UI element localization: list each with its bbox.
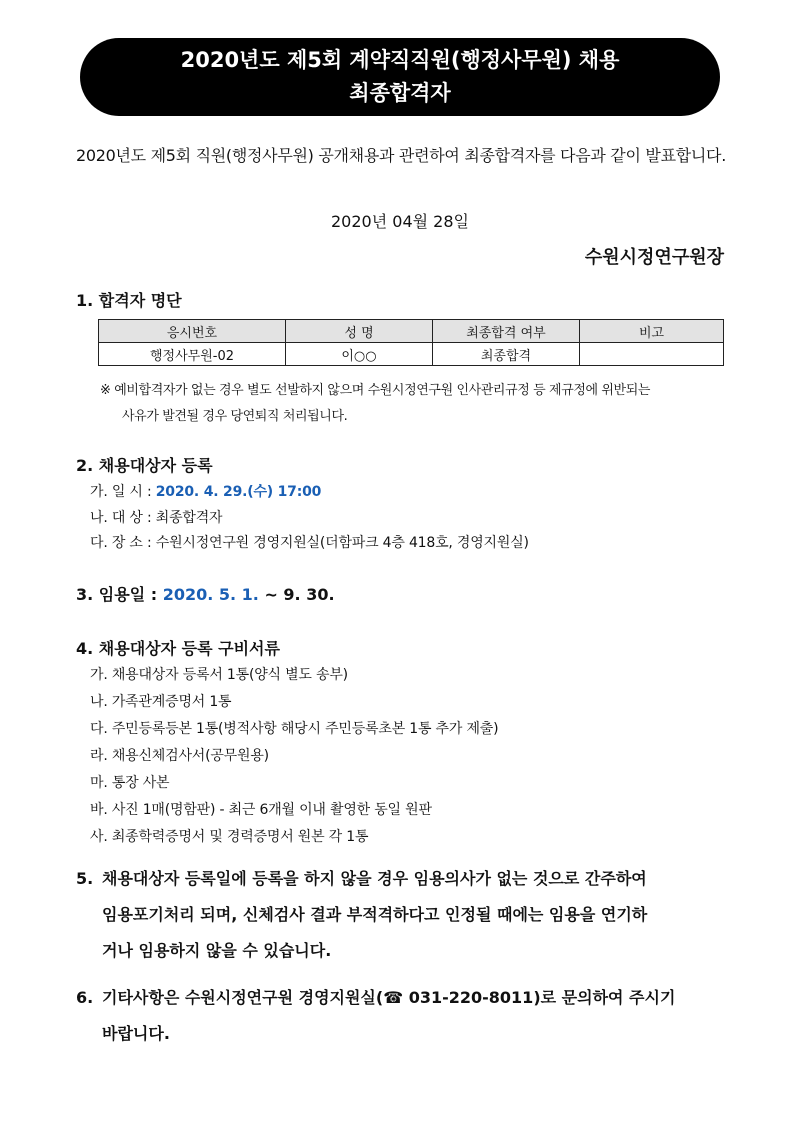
datetime-label: 가. 일 시 : <box>90 484 156 500</box>
section-5-line-1: 채용대상자 등록일에 등록을 하지 않을 경우 임용의사가 없는 것으로 간주하여 <box>102 869 647 888</box>
document-item-7: 사. 최종학력증명서 및 경력증명서 원본 각 1통 <box>90 829 369 845</box>
footnote-line-1: ※ 예비합격자가 없는 경우 별도 선발하지 않으며 수원시정연구원 인사관리규정 등 제규정에 위반되는 <box>100 383 651 398</box>
section-1-title: 1. 합격자 명단 <box>76 291 182 310</box>
document-item-1: 가. 채용대상자 등록서 1통(양식 별도 송부) <box>90 667 348 683</box>
section-6-paragraph <box>76 980 726 1052</box>
intro-paragraph: 2020년도 제5회 직원(행정사무원) 공개채용과 관련하여 최종합격자를 다음과 같이 발표합니다. <box>76 146 726 165</box>
section-4-title: 4. 채용대상자 등록 구비서류 <box>76 639 280 658</box>
header-applicant-no: 응시번호 <box>99 320 286 343</box>
cell-applicant-no: 행정사무원-02 <box>99 343 286 366</box>
section-6-number: 6. <box>76 988 94 1007</box>
roster-footnote <box>100 378 730 430</box>
document-item-5: 마. 통장 사본 <box>90 775 170 791</box>
table-row <box>99 343 724 366</box>
document-item-4: 라. 채용신체검사서(공무원용) <box>90 748 269 764</box>
issuer-signature: 수원시정연구원장 <box>584 247 724 268</box>
section-5-paragraph <box>76 861 726 969</box>
registration-target: 나. 대 상 : 최종합격자 <box>90 510 223 526</box>
period-start: 2020. 5. 1. <box>162 585 259 604</box>
cell-name: 이○○ <box>286 343 433 366</box>
datetime-value: 2020. 4. 29.(수) 17:00 <box>155 484 322 500</box>
document-item-3: 다. 주민등록등본 1통(병적사항 해당시 주민등록초본 1통 추가 제출) <box>90 721 499 737</box>
cell-remarks <box>580 343 724 366</box>
registration-datetime <box>90 481 321 501</box>
roster-table <box>98 319 724 366</box>
section-6-line-1: 기타사항은 수원시정연구원 경영지원실(☎ 031-220-8011)로 문의하여 주시기 <box>102 988 676 1007</box>
period-end: ~ 9. 30. <box>258 585 335 604</box>
header-result: 최종합격 여부 <box>433 320 580 343</box>
footnote-line-2: 사유가 발견될 경우 당연퇴직 처리됩니다. <box>122 409 348 424</box>
announcement-date: 2020년 04월 28일 <box>331 212 469 231</box>
section-5-number: 5. <box>76 869 94 888</box>
title-line-2: 최종합격자 <box>349 81 451 105</box>
header-name: 성 명 <box>286 320 433 343</box>
cell-result: 최종합격 <box>433 343 580 366</box>
section-5-line-3: 거나 임용하지 않을 수 있습니다. <box>102 941 332 960</box>
section-6-line-2: 바랍니다. <box>102 1024 170 1043</box>
period-label: 3. 임용일 : <box>76 585 163 604</box>
table-header-row <box>99 320 724 343</box>
section-5-line-2: 임용포기처리 되며, 신체검사 결과 부적격하다고 인정될 때에는 임용을 연기하 <box>102 905 648 924</box>
title-banner <box>80 38 720 116</box>
document-item-2: 나. 가족관계증명서 1통 <box>90 694 232 710</box>
title-line-1: 2020년도 제5회 계약직직원(행정사무원) 채용 <box>180 48 620 72</box>
section-2-title: 2. 채용대상자 등록 <box>76 456 213 475</box>
header-remarks: 비고 <box>580 320 724 343</box>
appointment-period <box>76 582 335 605</box>
registration-place: 다. 장 소 : 수원시정연구원 경영지원실(더함파크 4층 418호, 경영지원실) <box>90 535 529 551</box>
document-item-6: 바. 사진 1매(명함판) - 최근 6개월 이내 촬영한 동일 원판 <box>90 802 432 818</box>
